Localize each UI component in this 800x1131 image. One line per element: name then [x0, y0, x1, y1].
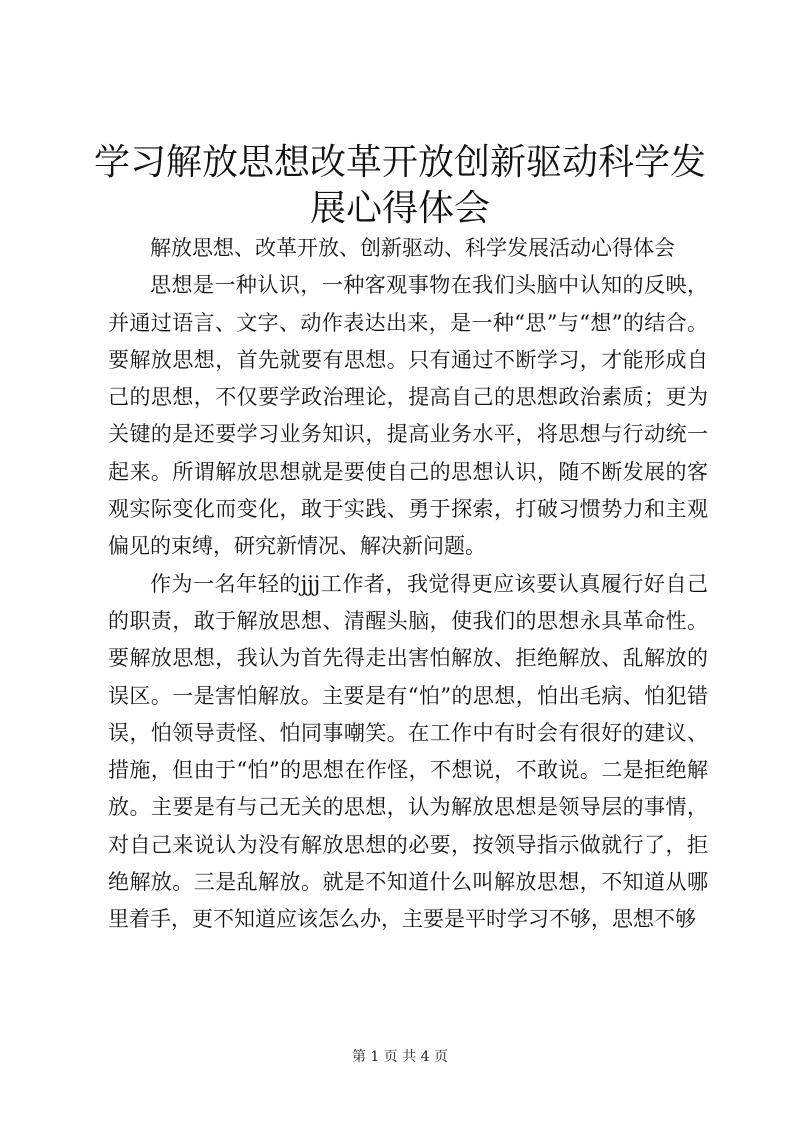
page-footer: 第 1 页 共 4 页	[351, 1049, 449, 1065]
document-body	[108, 230, 708, 939]
document-title: 学习解放思想改革开放创新驱动科学发展心得体会	[93, 142, 706, 229]
paragraph-1: 思想是一种认识，一种客观事物在我们头脑中认知的反映，并通过语言、文字、动作表达出来，是一种“思”与“想”的结合。要解放思想，首先就要有思想。只有通过不断学习，才能形成自己的思想，不仅要学政治理论，提高自己的思想政治素质；更为关键的是还要学习业务知识，提高业务水平，将思想与行动统一起来。所谓解放思想就是要使自己的思想认识，随不断发展的客观实际变化而变化，敢于实践、勇于探索，打破习惯势力和主观偏见的束缚，研究新情况、解决新问题。	[108, 273, 708, 559]
document-subtitle: 解放思想、改革开放、创新驱动、科学发展活动心得体会	[150, 236, 675, 260]
paragraph-2: 作为一名年轻的jjj工作者，我觉得更应该要认真履行好自己的职责，敢于解放思想、清醒头脑，使我们的思想永具革命性。要解放思想，我认为首先得走出害怕解放、拒绝解放、乱解放的误区。一是害怕解放。主要是有“怕”的思想，怕出毛病、怕犯错误，怕领导责怪、怕同事嘲笑。在工作中有时会有很好的建议、措施，但由于“怕”的思想在作怪，不想说，不敢说。二是拒绝解放。主要是有与己无关的思想，认为解放思想是领导层的事情，对自己来说认为没有解放思想的必要，按领导指示做就行了，拒绝解放。三是乱解放。就是不知道什么叫解放思想，不知道从哪里着手，更不知道应该怎么办，主要是平时学习不够，思想不够	[108, 571, 708, 932]
